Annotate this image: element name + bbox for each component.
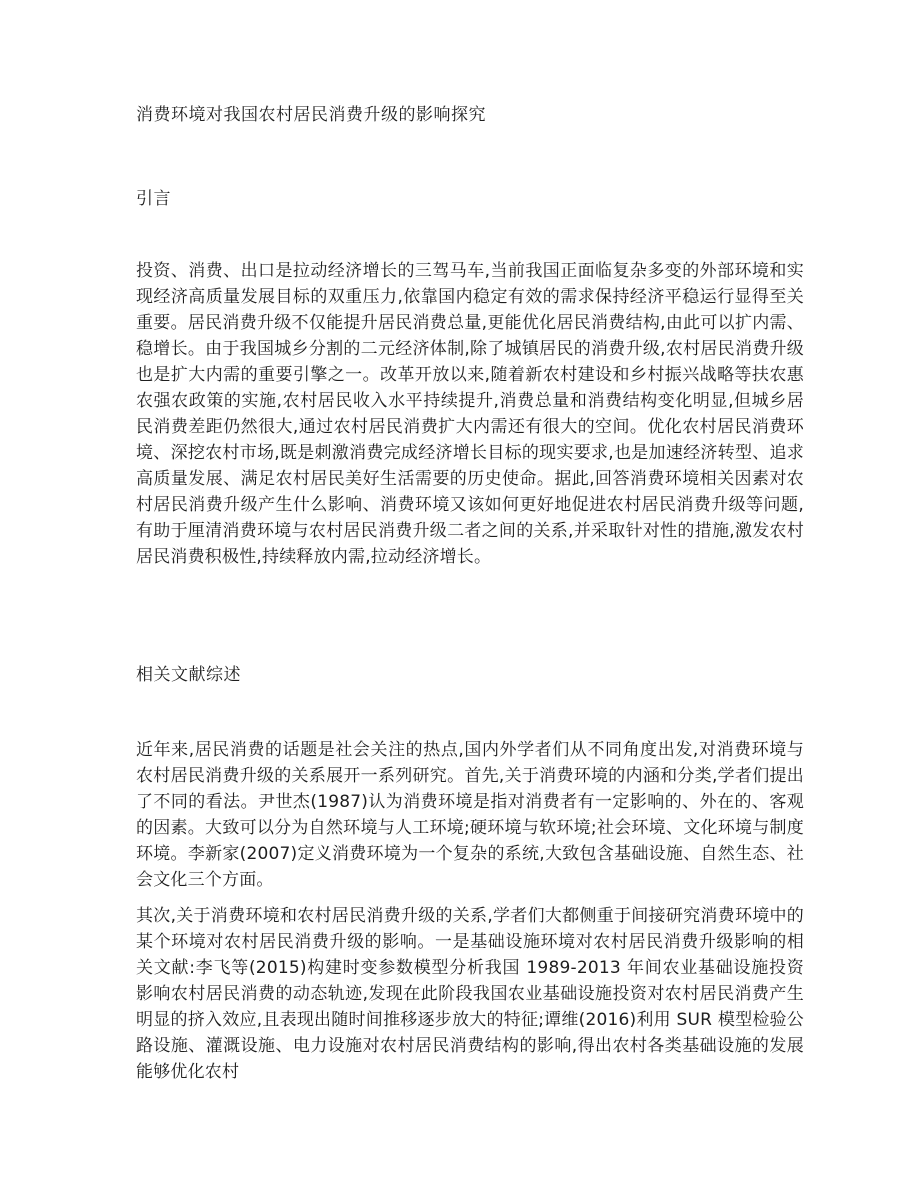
paragraph-literature-review-2: 其次,关于消费环境和农村居民消费升级的关系,学者们大都侧重于间接研究消费环境中的某个环境对农村居民消费升级的影响。一是基础设施环境对农村居民消费升级影响的相关文献:李飞等(2015)构建时变参数模型分析我国 1989-2013 年间农业基础设施投资影响农村居民消费的动态轨迹,发现在此阶段我国农业基础设施投资对农村居民消费产生明显的挤入效应,且表现出随时间推移逐步放大的特征;谭维(2016)利用 SUR 模型检验公路设施、灌溉设施、电力设施对农村居民消费结构的影响,得出农村各类基础设施的发展能够优化农村 — [136, 906, 804, 1082]
paragraph-literature-review-1: 近年来,居民消费的话题是社会关注的热点,国内外学者们从不同角度出发,对消费环境与农村居民消费升级的关系展开一系列研究。首先,关于消费环境的内涵和分类,学者们提出了不同的看法。尹世杰(1987)认为消费环境是指对消费者有一定影响的、外在的、客观的因素。大致可以分为自然环境与人工环境;硬环境与软环境;社会环境、文化环境与制度环境。李新家(2007)定义消费环境为一个复杂的系统,大致包含基础设施、自然生态、社会文化三个方面。 — [136, 740, 804, 890]
document-title: 消费环境对我国农村居民消费升级的影响探究 — [136, 105, 486, 125]
section-heading-introduction: 引言 — [136, 189, 171, 209]
section-heading-literature-review: 相关文献综述 — [136, 665, 241, 685]
paragraph-introduction: 投资、消费、出口是拉动经济增长的三驾马车,当前我国正面临复杂多变的外部环境和实现经济高质量发展目标的双重压力,依靠国内稳定有效的需求保持经济平稳运行显得至关重要。居民消费升级不仅能提升居民消费总量,更能优化居民消费结构,由此可以扩内需、稳增长。由于我国城乡分割的二元经济体制,除了城镇居民的消费升级,农村居民消费升级也是扩大内需的重要引擎之一。改革开放以来,随着新农村建设和乡村振兴战略等扶农惠农强农政策的实施,农村居民收入水平持续提升,消费总量和消费结构变化明显,但城乡居民消费差距仍然很大,通过农村居民消费扩大内需还有很大的空间。优化农村居民消费环境、深挖农村市场,既是刺激消费完成经济增长目标的现实要求,也是加速经济转型、追求高质量发展、满足农村居民美好生活需要的历史使命。据此,回答消费环境相关因素对农村居民消费升级产生什么影响、消费环境又该如何更好地促进农村居民消费升级等问题,有助于厘清消费环境与农村居民消费升级二者之间的关系,并采取针对性的措施,激发农村居民消费积极性,持续释放内需,拉动经济增长。 — [136, 261, 804, 567]
